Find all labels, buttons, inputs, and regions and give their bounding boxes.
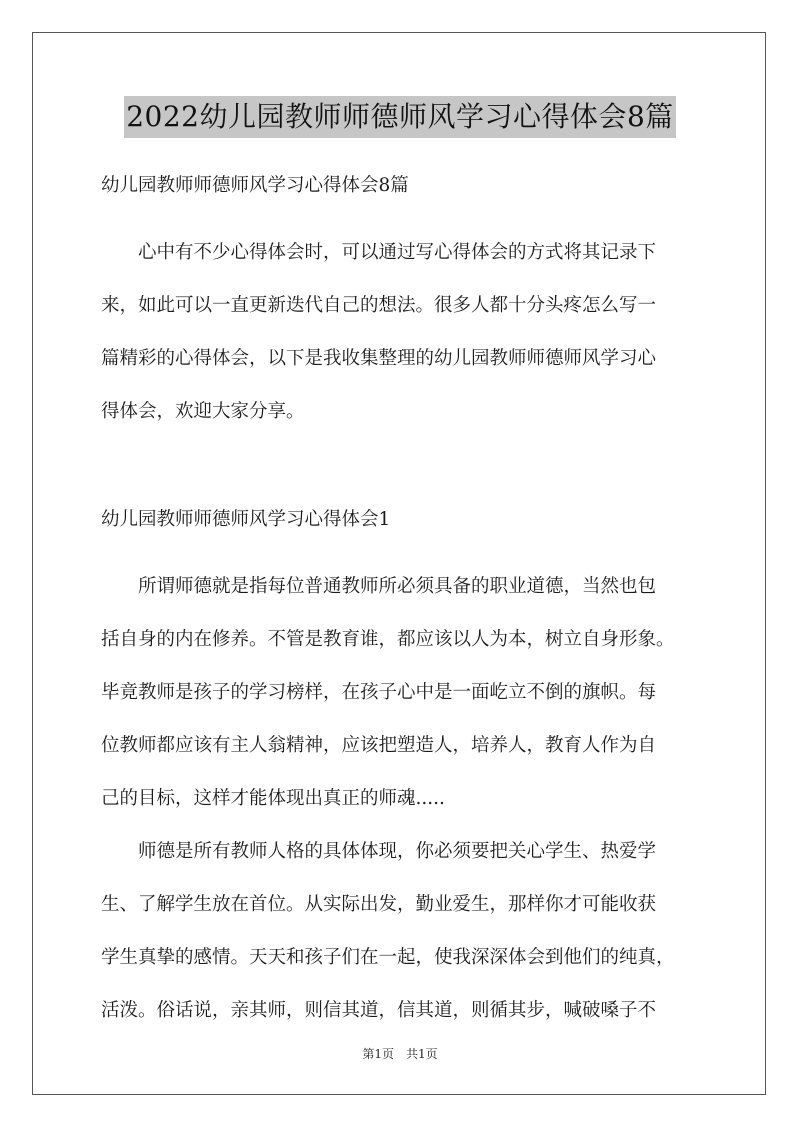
title-wrap: [0, 96, 800, 138]
intro-line: 来，如此可以一直更新迭代自己的想法。很多人都十分头疼怎么写一: [101, 295, 657, 316]
document-subtitle: 幼儿园教师师德师风学习心得体会8篇: [101, 175, 409, 196]
intro-line: 篇精彩的心得体会，以下是我收集整理的幼儿园教师师德师风学习心: [101, 348, 657, 369]
section-paragraph-2: [101, 825, 713, 1037]
spacer: [101, 538, 713, 560]
document-body: [101, 168, 713, 1037]
spacer: [101, 438, 713, 502]
paragraph-line: 所谓师德就是指每位普通教师所必须具备的职业道德，当然也包: [101, 576, 657, 597]
page-number: 第1页 共1页: [362, 1047, 438, 1061]
section-heading: 幼儿园教师师德师风学习心得体会1: [101, 509, 391, 530]
paragraph-line: 活泼。俗话说，亲其师，则信其道，信其道，则循其步，喊破嗓子不: [101, 1000, 657, 1021]
paragraph-line: 己的目标，这样才能体现出真正的师魂.....: [101, 788, 445, 809]
intro-line: 心中有不少心得体会时，可以通过写心得体会的方式将其记录下: [101, 242, 657, 263]
intro-paragraph: [101, 226, 713, 438]
spacer: [101, 204, 713, 226]
paragraph-line: 生、了解学生放在首位。从实际出发，勤业爱生，那样你才可能收获: [101, 894, 657, 915]
paragraph-line: 位教师都应该有主人翁精神，应该把塑造人，培养人，教育人作为自: [101, 735, 657, 756]
document-title: 2022幼儿园教师师德师风学习心得体会8篇: [124, 96, 676, 138]
paragraph-line: 学生真挚的感情。天天和孩子们在一起，使我深深体会到他们的纯真，: [101, 947, 675, 968]
section-paragraph-1: [101, 560, 713, 825]
paragraph-line: 师德是所有教师人格的具体体现，你必须要把关心学生、热爱学: [101, 841, 657, 862]
intro-line: 得体会，欢迎大家分享。: [101, 401, 305, 422]
paragraph-line: 括自身的内在修养。不管是教育谁，都应该以人为本，树立自身形象。: [101, 629, 675, 650]
paragraph-line: 毕竟教师是孩子的学习榜样，在孩子心中是一面屹立不倒的旗帜。每: [101, 682, 657, 703]
page-footer: [0, 1045, 800, 1062]
